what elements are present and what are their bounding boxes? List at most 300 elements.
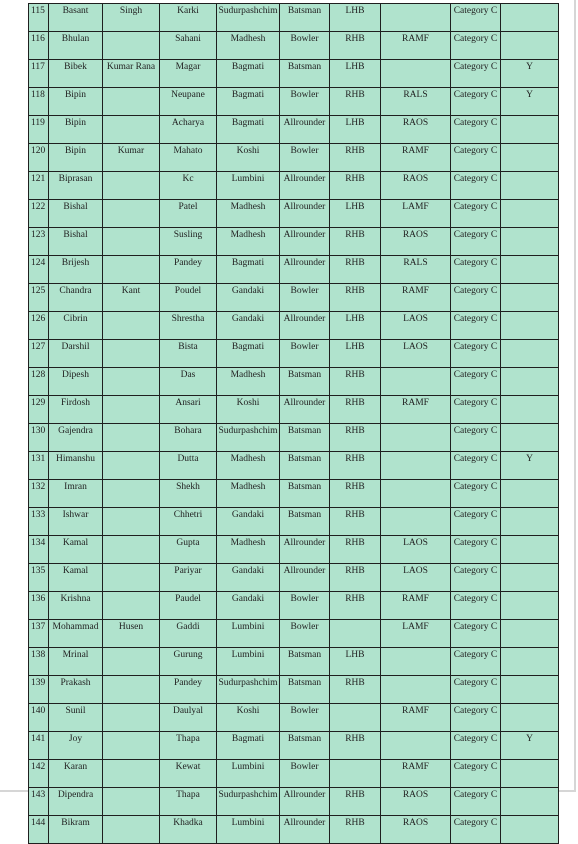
- last-name-cell: Gaddi: [160, 620, 217, 648]
- province-cell: Madhesh: [217, 368, 280, 396]
- flag-cell: [501, 116, 559, 144]
- first-name-cell: Ishwar: [49, 508, 103, 536]
- flag-cell: [501, 480, 559, 508]
- table-row: [29, 508, 559, 536]
- flag-cell: [501, 704, 559, 732]
- last-name-cell: Karki: [160, 4, 217, 32]
- table-row: [29, 452, 559, 480]
- flag-cell: [501, 32, 559, 60]
- category-cell: Category C: [451, 284, 501, 312]
- role-cell: Batsman: [280, 508, 330, 536]
- row-number-cell: 143: [29, 788, 49, 816]
- bowling-style-cell: LAOS: [381, 536, 451, 564]
- table-row: [29, 564, 559, 592]
- first-name-cell: Mrinal: [49, 648, 103, 676]
- table-row: [29, 256, 559, 284]
- flag-cell: [501, 172, 559, 200]
- row-number-cell: 125: [29, 284, 49, 312]
- category-cell: Category C: [451, 816, 501, 844]
- province-cell: Bagmati: [217, 340, 280, 368]
- category-cell: Category C: [451, 88, 501, 116]
- last-name-cell: Pariyar: [160, 564, 217, 592]
- batting-style-cell: LHB: [330, 116, 381, 144]
- flag-cell: Y: [501, 452, 559, 480]
- last-name-cell: Ansari: [160, 396, 217, 424]
- table-row: [29, 144, 559, 172]
- table-row: [29, 340, 559, 368]
- last-name-cell: Acharya: [160, 116, 217, 144]
- bowling-style-cell: RAMF: [381, 760, 451, 788]
- table-body: [29, 4, 559, 844]
- player-table: [28, 3, 559, 844]
- table-row: [29, 676, 559, 704]
- row-number-cell: 121: [29, 172, 49, 200]
- middle-name-cell: [103, 200, 160, 228]
- table-row: [29, 88, 559, 116]
- middle-name-cell: [103, 424, 160, 452]
- last-name-cell: Kc: [160, 172, 217, 200]
- row-number-cell: 132: [29, 480, 49, 508]
- bowling-style-cell: [381, 508, 451, 536]
- middle-name-cell: [103, 32, 160, 60]
- row-number-cell: 120: [29, 144, 49, 172]
- row-number-cell: 144: [29, 816, 49, 844]
- flag-cell: [501, 144, 559, 172]
- role-cell: Bowler: [280, 340, 330, 368]
- category-cell: Category C: [451, 564, 501, 592]
- table-row: [29, 4, 559, 32]
- row-number-cell: 141: [29, 732, 49, 760]
- table-row: [29, 592, 559, 620]
- flag-cell: [501, 536, 559, 564]
- last-name-cell: Chhetri: [160, 508, 217, 536]
- province-cell: Lumbini: [217, 816, 280, 844]
- bowling-style-cell: RAOS: [381, 116, 451, 144]
- row-number-cell: 138: [29, 648, 49, 676]
- bowling-style-cell: LAMF: [381, 200, 451, 228]
- middle-name-cell: [103, 816, 160, 844]
- table-row: [29, 312, 559, 340]
- first-name-cell: Sunil: [49, 704, 103, 732]
- middle-name-cell: [103, 228, 160, 256]
- middle-name-cell: [103, 508, 160, 536]
- flag-cell: [501, 592, 559, 620]
- bowling-style-cell: RAMF: [381, 592, 451, 620]
- row-number-cell: 139: [29, 676, 49, 704]
- last-name-cell: Bohara: [160, 424, 217, 452]
- province-cell: Koshi: [217, 144, 280, 172]
- role-cell: Batsman: [280, 452, 330, 480]
- category-cell: Category C: [451, 480, 501, 508]
- province-cell: Madhesh: [217, 480, 280, 508]
- bowling-style-cell: RAMF: [381, 32, 451, 60]
- row-number-cell: 117: [29, 60, 49, 88]
- role-cell: Bowler: [280, 284, 330, 312]
- row-number-cell: 140: [29, 704, 49, 732]
- role-cell: Bowler: [280, 32, 330, 60]
- last-name-cell: Gupta: [160, 536, 217, 564]
- flag-cell: [501, 228, 559, 256]
- province-cell: Gandaki: [217, 284, 280, 312]
- first-name-cell: Chandra: [49, 284, 103, 312]
- province-cell: Lumbini: [217, 172, 280, 200]
- category-cell: Category C: [451, 172, 501, 200]
- bowling-style-cell: LAOS: [381, 340, 451, 368]
- flag-cell: [501, 340, 559, 368]
- first-name-cell: Dipesh: [49, 368, 103, 396]
- bowling-style-cell: RAMF: [381, 284, 451, 312]
- row-number-cell: 116: [29, 32, 49, 60]
- flag-cell: [501, 396, 559, 424]
- middle-name-cell: Kant: [103, 284, 160, 312]
- province-cell: Madhesh: [217, 200, 280, 228]
- flag-cell: [501, 620, 559, 648]
- batting-style-cell: RHB: [330, 676, 381, 704]
- province-cell: Gandaki: [217, 312, 280, 340]
- table-row: [29, 368, 559, 396]
- flag-cell: [501, 564, 559, 592]
- role-cell: Allrounder: [280, 536, 330, 564]
- batting-style-cell: RHB: [330, 144, 381, 172]
- batting-style-cell: [330, 760, 381, 788]
- province-cell: Lumbini: [217, 648, 280, 676]
- table-row: [29, 732, 559, 760]
- role-cell: Allrounder: [280, 228, 330, 256]
- batting-style-cell: RHB: [330, 228, 381, 256]
- category-cell: Category C: [451, 788, 501, 816]
- middle-name-cell: [103, 256, 160, 284]
- batting-style-cell: RHB: [330, 564, 381, 592]
- bowling-style-cell: [381, 676, 451, 704]
- middle-name-cell: [103, 368, 160, 396]
- first-name-cell: Dipendra: [49, 788, 103, 816]
- category-cell: Category C: [451, 732, 501, 760]
- role-cell: Batsman: [280, 648, 330, 676]
- flag-cell: [501, 676, 559, 704]
- batting-style-cell: RHB: [330, 732, 381, 760]
- role-cell: Allrounder: [280, 816, 330, 844]
- province-cell: Lumbini: [217, 760, 280, 788]
- table-row: [29, 172, 559, 200]
- flag-cell: [501, 200, 559, 228]
- role-cell: Allrounder: [280, 312, 330, 340]
- batting-style-cell: RHB: [330, 32, 381, 60]
- batting-style-cell: LHB: [330, 312, 381, 340]
- first-name-cell: Bipin: [49, 144, 103, 172]
- batting-style-cell: RHB: [330, 256, 381, 284]
- flag-cell: [501, 760, 559, 788]
- province-cell: Bagmati: [217, 732, 280, 760]
- bowling-style-cell: RAOS: [381, 816, 451, 844]
- table-row: [29, 788, 559, 816]
- table-row: [29, 424, 559, 452]
- batting-style-cell: RHB: [330, 284, 381, 312]
- table-row: [29, 480, 559, 508]
- row-number-cell: 128: [29, 368, 49, 396]
- table-row: [29, 648, 559, 676]
- batting-style-cell: LHB: [330, 340, 381, 368]
- bowling-style-cell: RAMF: [381, 144, 451, 172]
- last-name-cell: Thapa: [160, 788, 217, 816]
- last-name-cell: Shrestha: [160, 312, 217, 340]
- batting-style-cell: RHB: [330, 452, 381, 480]
- row-number-cell: 142: [29, 760, 49, 788]
- middle-name-cell: [103, 480, 160, 508]
- role-cell: Bowler: [280, 704, 330, 732]
- last-name-cell: Das: [160, 368, 217, 396]
- role-cell: Bowler: [280, 144, 330, 172]
- flag-cell: [501, 648, 559, 676]
- table-row: [29, 816, 559, 844]
- batting-style-cell: RHB: [330, 480, 381, 508]
- role-cell: Allrounder: [280, 396, 330, 424]
- row-number-cell: 124: [29, 256, 49, 284]
- middle-name-cell: [103, 676, 160, 704]
- batting-style-cell: [330, 620, 381, 648]
- row-number-cell: 119: [29, 116, 49, 144]
- last-name-cell: Magar: [160, 60, 217, 88]
- bowling-style-cell: RAOS: [381, 788, 451, 816]
- first-name-cell: Bhulan: [49, 32, 103, 60]
- middle-name-cell: [103, 648, 160, 676]
- row-number-cell: 136: [29, 592, 49, 620]
- last-name-cell: Paudel: [160, 592, 217, 620]
- category-cell: Category C: [451, 704, 501, 732]
- table-row: [29, 704, 559, 732]
- table-row: [29, 536, 559, 564]
- flag-cell: Y: [501, 732, 559, 760]
- first-name-cell: Bipin: [49, 116, 103, 144]
- province-cell: Gandaki: [217, 508, 280, 536]
- flag-cell: [501, 788, 559, 816]
- category-cell: Category C: [451, 340, 501, 368]
- role-cell: Allrounder: [280, 172, 330, 200]
- category-cell: Category C: [451, 676, 501, 704]
- last-name-cell: Dutta: [160, 452, 217, 480]
- bowling-style-cell: [381, 480, 451, 508]
- flag-cell: [501, 368, 559, 396]
- batting-style-cell: RHB: [330, 172, 381, 200]
- first-name-cell: Firdosh: [49, 396, 103, 424]
- flag-cell: [501, 508, 559, 536]
- category-cell: Category C: [451, 144, 501, 172]
- middle-name-cell: [103, 564, 160, 592]
- first-name-cell: Bipin: [49, 88, 103, 116]
- batting-style-cell: RHB: [330, 536, 381, 564]
- middle-name-cell: Kumar: [103, 144, 160, 172]
- batting-style-cell: RHB: [330, 788, 381, 816]
- row-number-cell: 134: [29, 536, 49, 564]
- role-cell: Batsman: [280, 732, 330, 760]
- first-name-cell: Brijesh: [49, 256, 103, 284]
- batting-style-cell: LHB: [330, 60, 381, 88]
- bowling-style-cell: RALS: [381, 88, 451, 116]
- last-name-cell: Sahani: [160, 32, 217, 60]
- category-cell: Category C: [451, 200, 501, 228]
- first-name-cell: Kamal: [49, 564, 103, 592]
- category-cell: Category C: [451, 368, 501, 396]
- role-cell: Batsman: [280, 424, 330, 452]
- role-cell: Allrounder: [280, 200, 330, 228]
- row-number-cell: 129: [29, 396, 49, 424]
- last-name-cell: Poudel: [160, 284, 217, 312]
- middle-name-cell: [103, 340, 160, 368]
- category-cell: Category C: [451, 452, 501, 480]
- category-cell: Category C: [451, 424, 501, 452]
- first-name-cell: Basant: [49, 4, 103, 32]
- province-cell: Madhesh: [217, 536, 280, 564]
- middle-name-cell: [103, 760, 160, 788]
- role-cell: Bowler: [280, 592, 330, 620]
- last-name-cell: Thapa: [160, 732, 217, 760]
- province-cell: Sudurpashchim: [217, 424, 280, 452]
- province-cell: Madhesh: [217, 228, 280, 256]
- category-cell: Category C: [451, 536, 501, 564]
- first-name-cell: Himanshu: [49, 452, 103, 480]
- row-number-cell: 137: [29, 620, 49, 648]
- batting-style-cell: LHB: [330, 200, 381, 228]
- province-cell: Madhesh: [217, 32, 280, 60]
- batting-style-cell: RHB: [330, 368, 381, 396]
- first-name-cell: Imran: [49, 480, 103, 508]
- flag-cell: [501, 816, 559, 844]
- batting-style-cell: RHB: [330, 396, 381, 424]
- bowling-style-cell: LAOS: [381, 312, 451, 340]
- middle-name-cell: [103, 592, 160, 620]
- category-cell: Category C: [451, 620, 501, 648]
- role-cell: Batsman: [280, 368, 330, 396]
- middle-name-cell: Husen: [103, 620, 160, 648]
- last-name-cell: Susling: [160, 228, 217, 256]
- row-number-cell: 126: [29, 312, 49, 340]
- first-name-cell: Bishal: [49, 200, 103, 228]
- bowling-style-cell: [381, 368, 451, 396]
- last-name-cell: Neupane: [160, 88, 217, 116]
- first-name-cell: Biprasan: [49, 172, 103, 200]
- row-number-cell: 135: [29, 564, 49, 592]
- flag-cell: [501, 424, 559, 452]
- flag-cell: Y: [501, 60, 559, 88]
- row-number-cell: 131: [29, 452, 49, 480]
- first-name-cell: Cibrin: [49, 312, 103, 340]
- middle-name-cell: Kumar Rana: [103, 60, 160, 88]
- bowling-style-cell: RAMF: [381, 396, 451, 424]
- table-row: [29, 60, 559, 88]
- middle-name-cell: [103, 396, 160, 424]
- last-name-cell: Bista: [160, 340, 217, 368]
- row-number-cell: 133: [29, 508, 49, 536]
- last-name-cell: Gurung: [160, 648, 217, 676]
- last-name-cell: Kewat: [160, 760, 217, 788]
- role-cell: Bowler: [280, 88, 330, 116]
- bowling-style-cell: [381, 732, 451, 760]
- row-number-cell: 130: [29, 424, 49, 452]
- bowling-style-cell: [381, 60, 451, 88]
- category-cell: Category C: [451, 116, 501, 144]
- last-name-cell: Daulyal: [160, 704, 217, 732]
- table-row: [29, 396, 559, 424]
- last-name-cell: Mahato: [160, 144, 217, 172]
- last-name-cell: Pandey: [160, 256, 217, 284]
- first-name-cell: Bishal: [49, 228, 103, 256]
- bowling-style-cell: RAMF: [381, 704, 451, 732]
- first-name-cell: Darshil: [49, 340, 103, 368]
- middle-name-cell: Singh: [103, 4, 160, 32]
- province-cell: Sudurpashchim: [217, 788, 280, 816]
- province-cell: Gandaki: [217, 592, 280, 620]
- batting-style-cell: [330, 704, 381, 732]
- category-cell: Category C: [451, 592, 501, 620]
- first-name-cell: Mohammad: [49, 620, 103, 648]
- flag-cell: [501, 256, 559, 284]
- row-number-cell: 122: [29, 200, 49, 228]
- first-name-cell: Karan: [49, 760, 103, 788]
- province-cell: Madhesh: [217, 452, 280, 480]
- middle-name-cell: [103, 172, 160, 200]
- role-cell: Allrounder: [280, 788, 330, 816]
- province-cell: Bagmati: [217, 256, 280, 284]
- province-cell: Sudurpashchim: [217, 4, 280, 32]
- role-cell: Allrounder: [280, 116, 330, 144]
- batting-style-cell: LHB: [330, 4, 381, 32]
- batting-style-cell: RHB: [330, 592, 381, 620]
- table-row: [29, 620, 559, 648]
- first-name-cell: Krishna: [49, 592, 103, 620]
- table-row: [29, 284, 559, 312]
- flag-cell: [501, 284, 559, 312]
- category-cell: Category C: [451, 760, 501, 788]
- table-row: [29, 200, 559, 228]
- batting-style-cell: RHB: [330, 424, 381, 452]
- first-name-cell: Kamal: [49, 536, 103, 564]
- role-cell: Bowler: [280, 760, 330, 788]
- last-name-cell: Pandey: [160, 676, 217, 704]
- province-cell: Bagmati: [217, 88, 280, 116]
- table-row: [29, 116, 559, 144]
- first-name-cell: Bibek: [49, 60, 103, 88]
- batting-style-cell: LHB: [330, 648, 381, 676]
- category-cell: Category C: [451, 312, 501, 340]
- flag-cell: [501, 4, 559, 32]
- province-cell: Lumbini: [217, 620, 280, 648]
- category-cell: Category C: [451, 396, 501, 424]
- flag-cell: Y: [501, 88, 559, 116]
- category-cell: Category C: [451, 256, 501, 284]
- province-cell: Bagmati: [217, 116, 280, 144]
- middle-name-cell: [103, 704, 160, 732]
- last-name-cell: Shekh: [160, 480, 217, 508]
- middle-name-cell: [103, 788, 160, 816]
- category-cell: Category C: [451, 228, 501, 256]
- role-cell: Allrounder: [280, 564, 330, 592]
- first-name-cell: Joy: [49, 732, 103, 760]
- middle-name-cell: [103, 536, 160, 564]
- first-name-cell: Bikram: [49, 816, 103, 844]
- province-cell: Sudurpashchim: [217, 676, 280, 704]
- category-cell: Category C: [451, 648, 501, 676]
- role-cell: Batsman: [280, 60, 330, 88]
- role-cell: Batsman: [280, 676, 330, 704]
- last-name-cell: Khadka: [160, 816, 217, 844]
- row-number-cell: 127: [29, 340, 49, 368]
- bowling-style-cell: LAMF: [381, 620, 451, 648]
- table-row: [29, 760, 559, 788]
- role-cell: Batsman: [280, 4, 330, 32]
- province-cell: Koshi: [217, 704, 280, 732]
- bowling-style-cell: [381, 424, 451, 452]
- province-cell: Bagmati: [217, 60, 280, 88]
- flag-cell: [501, 312, 559, 340]
